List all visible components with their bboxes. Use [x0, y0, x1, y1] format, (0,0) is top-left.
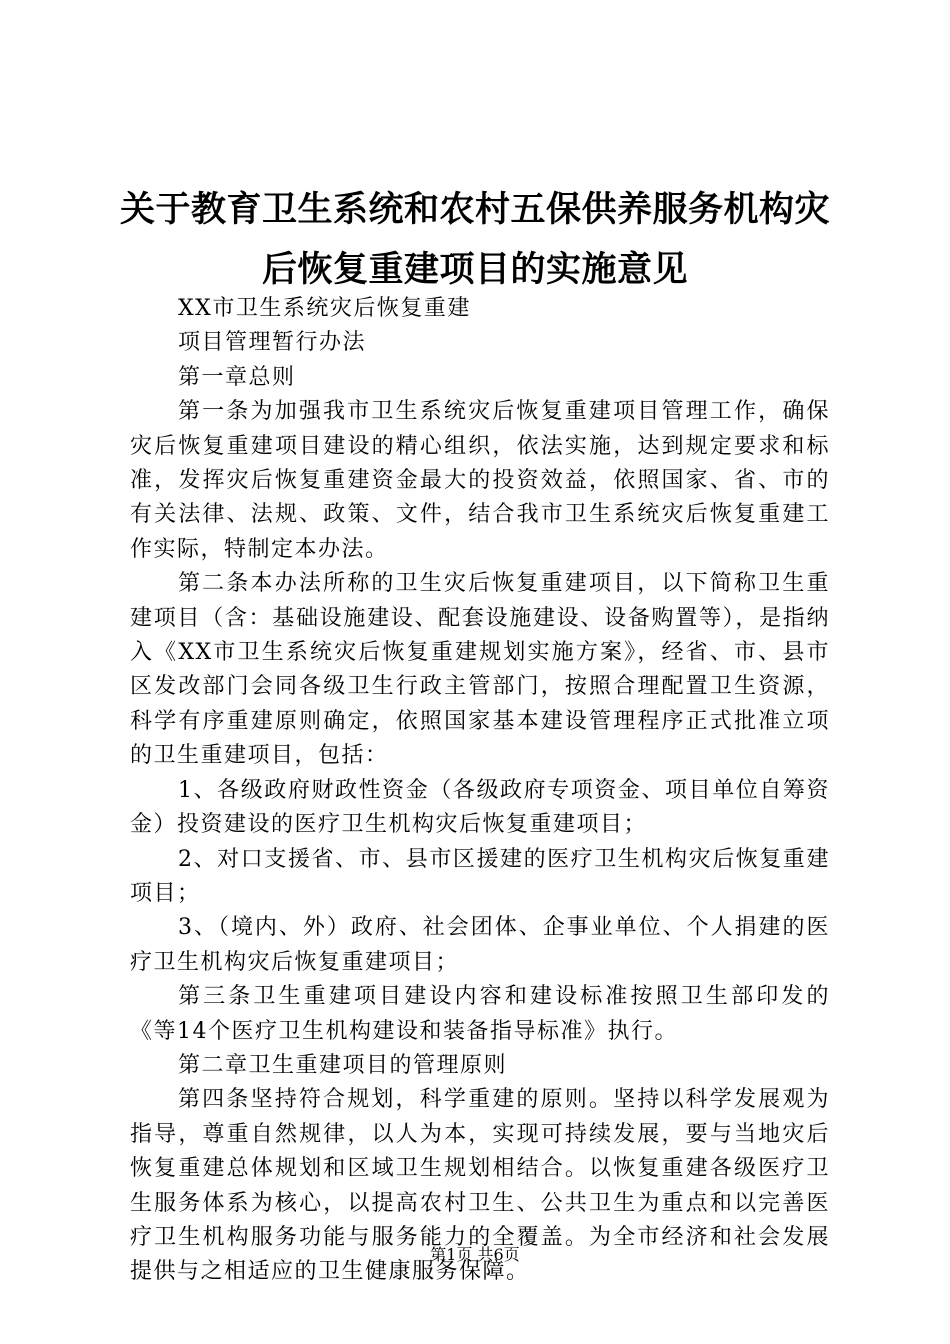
article-3-paragraph: 第三条卫生重建项目建设内容和建设标准按照卫生部印发的《等14个医疗卫生机构建设和装备指导标准》执行。: [130, 984, 830, 1044]
page-number-footer: 第1页 共6页: [430, 1245, 520, 1264]
article-1-paragraph: 第一条为加强我市卫生系统灾后恢复重建项目管理工作，确保灾后恢复重建项目建设的精心组织，依法实施，达到规定要求和标准，发挥灾后恢复重建资金最大的投资效益，依照国家、省、市的有关法律、法规、政策、文件，结合我市卫生系统灾后恢复重建工作实际，特制定本办法。: [130, 399, 830, 562]
list-item-1: 1、各级政府财政性资金（各级政府专项资金、项目单位自筹资金）投资建设的医疗卫生机构灾后恢复重建项目；: [130, 777, 830, 838]
subtitle-line-2: 项目管理暂行办法: [178, 330, 367, 356]
chapter-2-heading: 第二章卫生重建项目的管理原则: [178, 1052, 508, 1078]
article-2-paragraph: 第二条本办法所称的卫生灾后恢复重建项目，以下简称卫生重建项目（含：基础设施建设、配套设施建设、设备购置等），是指纳入《XX市卫生系统灾后恢复重建规划实施方案》，经省、市、县市区发改部门会同各级卫生行政主管部门，按照合理配置卫生资源，科学有序重建原则确定，依照国家基本建设管理程序正式批准立项的卫生重建项目，包括：: [130, 571, 830, 769]
article-4-paragraph: 第四条坚持符合规划，科学重建的原则。坚持以科学发展观为指导，尊重自然规律，以人为本，实现可持续发展，要与当地灾后恢复重建总体规划和区域卫生规划相结合。以恢复重建各级医疗卫生服务体系为核心，以提高农村卫生、公共卫生为重点和以完善医疗卫生机构服务功能与服务能力的全覆盖。为全市经济和社会发展提供与之相适应的卫生健康服务保障。: [130, 1087, 830, 1285]
list-item-2: 2、对口支援省、市、县市区援建的医疗卫生机构灾后恢复重建项目；: [130, 846, 830, 906]
list-item-3: 3、（境内、外）政府、社会团体、企事业单位、个人捐建的医疗卫生机构灾后恢复重建项目；: [130, 915, 830, 975]
chapter-1-heading: 第一章总则: [178, 364, 296, 390]
subtitle-line-1: XX市卫生系统灾后恢复重建: [178, 296, 471, 321]
document-title-line-1: 关于教育卫生系统和农村五保供养服务机构灾: [119, 190, 830, 230]
document-body: [130, 292, 830, 1290]
document-title-line-2: 后恢复重建项目的实施意见: [261, 250, 688, 290]
